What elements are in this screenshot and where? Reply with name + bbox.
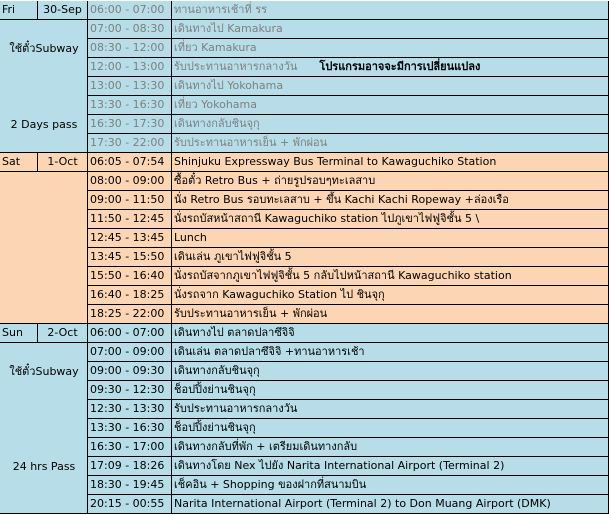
activity-text: นั่งรถบัสจากภูเขาไฟฟูจิชั้น 5 กลับไปหน้าสถานี Kawaguchiko station <box>174 269 512 282</box>
time-cell: 13:30 - 16:30 <box>88 96 172 115</box>
time-cell: 17:09 - 18:26 <box>88 457 172 476</box>
time-cell: 12:45 - 13:45 <box>88 229 172 248</box>
activity-cell <box>172 400 609 419</box>
time-cell: 16:40 - 18:25 <box>88 286 172 305</box>
activity-text: Narita International Airport (Terminal 2) to Don Muang Airport (DMK) <box>174 497 551 510</box>
activity-cell <box>172 362 609 381</box>
time-cell: 11:50 - 12:45 <box>88 210 172 229</box>
activity-text: เดินเล่น ตลาดปลาซึจิจิ +ทานอาหารเช้า <box>174 345 365 358</box>
time-cell: 09:00 - 11:50 <box>88 191 172 210</box>
activity-cell <box>172 419 609 438</box>
activity-text: นั่ง Retro Bus รอบทะเลสาบ + ขึ้น Kachi Kachi Ropeway +ล่องเรือ <box>174 193 509 206</box>
activity-cell <box>172 172 609 191</box>
time-cell: 13:30 - 16:30 <box>88 419 172 438</box>
activity-text: Lunch <box>174 231 207 244</box>
activity-text: เดินทางโดย Nex ไปยัง Narita International Airport (Terminal 2) <box>174 459 505 472</box>
pass-label: ใช้ตั๋วSubway <box>9 365 79 378</box>
activity-cell <box>172 267 609 286</box>
time-cell: 18:25 - 22:00 <box>88 305 172 324</box>
time-cell: 08:30 - 12:00 <box>88 39 172 58</box>
pass-label: ใช้ตั๋วSubway <box>9 42 79 55</box>
activity-text: นั่งรถบัสหน้าสถานี Kawaguchiko station ไปภูเขาไฟฟูจิชั้น 5 \ <box>174 212 480 225</box>
activity-text: เดินทางไป ตลาดปลาซึจิจิ <box>174 326 295 339</box>
activity-text: เดินทางกลับชินจุกุ <box>174 364 260 377</box>
activity-cell <box>172 115 609 134</box>
time-cell: 06:00 - 07:00 <box>88 324 172 343</box>
time-cell: 13:45 - 15:50 <box>88 248 172 267</box>
activity-text: รับประทานอาหารกลางวัน <box>174 402 298 415</box>
activity-text: รับประทานอาหารเย็น + พักผ่อน <box>174 136 328 149</box>
activity-cell <box>172 438 609 457</box>
activity-text: เที่ยว Yokohama <box>174 98 257 111</box>
day-name: Sun <box>0 324 38 343</box>
time-cell: 16:30 - 17:30 <box>88 115 172 134</box>
activity-text: เดินทางกลับชินจุกุ <box>174 117 260 130</box>
time-cell: 13:00 - 13:30 <box>88 77 172 96</box>
activity-cell <box>172 286 609 305</box>
activity-cell <box>172 191 609 210</box>
schedule-change-note: โปรแกรมอาจจะมีการเปลี่ยนแปลง <box>319 60 481 73</box>
time-cell: 06:05 - 07:54 <box>88 153 172 172</box>
activity-cell <box>172 39 609 58</box>
pass-label: 2 Days pass <box>10 118 78 131</box>
day-name: Sat <box>0 153 38 172</box>
activity-cell <box>172 457 609 476</box>
day-date: 1-Oct <box>38 153 88 172</box>
pass-block <box>0 343 88 514</box>
day-date: 30-Sep <box>38 1 88 20</box>
time-cell: 18:30 - 19:45 <box>88 476 172 495</box>
activity-text: รับประทานอาหารกลางวัน <box>174 60 298 73</box>
activity-text: ซื้อตั๋ว Retro Bus + ถ่ายรูปรอบๆทะเลสาบ <box>174 174 376 187</box>
activity-text: นั่งรถจาก Kawaguchiko Station ไป ชินจุกุ <box>174 288 385 301</box>
activity-cell <box>172 77 609 96</box>
activity-text: ช็อปปิ้งย่านชินจุกุ <box>174 421 256 434</box>
activity-text: เดินทางไป Kamakura <box>174 22 283 35</box>
activity-cell <box>172 476 609 495</box>
time-cell: 08:00 - 09:00 <box>88 172 172 191</box>
time-cell: 12:30 - 13:30 <box>88 400 172 419</box>
pass-block <box>0 172 88 324</box>
activity-cell <box>172 324 609 343</box>
activity-text: Shinjuku Expressway Bus Terminal to Kawaguchiko Station <box>174 155 497 168</box>
activity-cell <box>172 58 609 77</box>
activity-cell <box>172 1 609 20</box>
activity-text: รับประทานอาหารเย็น + พักผ่อน <box>174 307 328 320</box>
time-cell: 09:30 - 12:30 <box>88 381 172 400</box>
activity-cell <box>172 248 609 267</box>
time-cell: 09:00 - 09:30 <box>88 362 172 381</box>
activity-cell <box>172 96 609 115</box>
pass-block <box>0 20 88 153</box>
time-cell: 15:50 - 16:40 <box>88 267 172 286</box>
activity-text: เที่ยว Kamakura <box>174 41 257 54</box>
activity-text: เช็คอิน + Shopping ของฝากที่สนามบิน <box>174 478 367 491</box>
time-cell: 06:00 - 07:00 <box>88 1 172 20</box>
activity-text: เดินเล่น ภูเขาไฟฟูจิชั้น 5 <box>174 250 292 263</box>
day-name: Fri <box>0 1 38 20</box>
activity-text: เดินทางไป Yokohama <box>174 79 284 92</box>
activity-text: ช็อปปิ้งย่านชินจุกุ <box>174 383 256 396</box>
time-cell: 16:30 - 17:00 <box>88 438 172 457</box>
activity-cell <box>172 305 609 324</box>
activity-cell <box>172 229 609 248</box>
time-cell: 07:00 - 09:00 <box>88 343 172 362</box>
pass-label: 24 hrs Pass <box>12 460 76 473</box>
time-cell: 17:30 - 22:00 <box>88 134 172 153</box>
time-cell: 07:00 - 08:30 <box>88 20 172 39</box>
activity-cell <box>172 20 609 39</box>
time-cell: 12:00 - 13:00 <box>88 58 172 77</box>
activity-cell <box>172 381 609 400</box>
activity-text: เดินทางกลับที่พัก + เตรียมเดินทางกลับ <box>174 440 358 453</box>
activity-cell <box>172 153 609 172</box>
activity-cell <box>172 210 609 229</box>
activity-cell <box>172 343 609 362</box>
day-separator <box>0 513 609 514</box>
activity-text: ทานอาหารเช้าที่ รร <box>174 3 268 16</box>
day-date: 2-Oct <box>38 324 88 343</box>
activity-cell <box>172 495 609 514</box>
activity-cell <box>172 134 609 153</box>
time-cell: 20:15 - 00:55 <box>88 495 172 514</box>
